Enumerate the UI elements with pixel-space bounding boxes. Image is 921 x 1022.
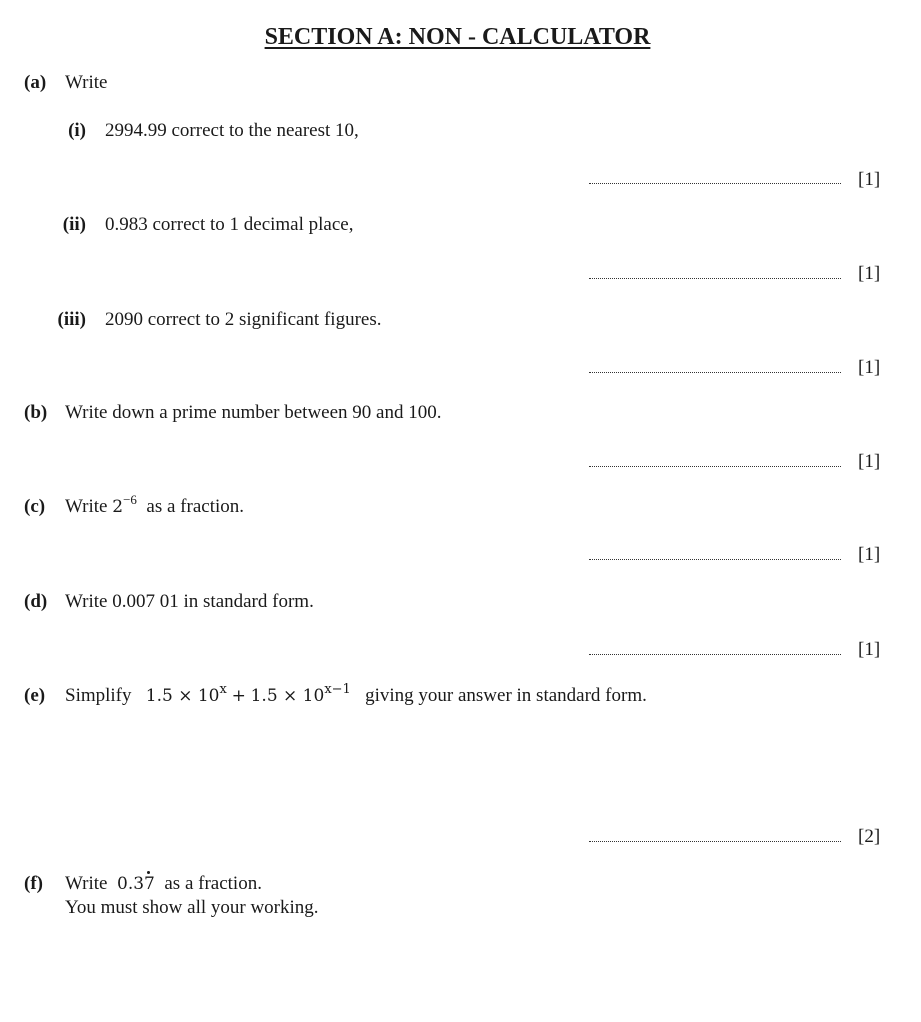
mark-a-iii: [1] [858, 357, 881, 378]
question-a-iii-label: (iii) [57, 309, 86, 330]
answer-line-a-i[interactable] [589, 182, 841, 184]
mark-b: [1] [858, 451, 881, 472]
question-a-text: Write [65, 72, 108, 93]
question-a-ii-label: (ii) [62, 214, 86, 235]
answer-line-b[interactable] [589, 465, 841, 467]
question-a-label: (a) [24, 72, 47, 93]
expression-term-1: $1.5 \times 10^x$ [145, 682, 227, 706]
question-f-text: Write 0.37 as a fraction. [65, 873, 262, 894]
answer-line-c[interactable] [589, 558, 841, 560]
question-a-i-label: (i) [68, 120, 86, 141]
question-d-text: Write 0.007 01 in standard form. [65, 591, 314, 612]
question-e-text: Simplify $1.5 \times 10^x + 1.5 \times 10^{x-1}$ giving your answer in standard form. [65, 682, 647, 706]
recurring-decimal: 0.37 [117, 874, 155, 894]
question-b-text: Write down a prime number between 90 and 100. [65, 402, 442, 423]
expression-term-2: $1.5 \times 10^{x-1}$ [250, 682, 351, 706]
answer-line-a-iii[interactable] [589, 371, 841, 373]
recurring-dot: 7 [144, 874, 155, 894]
question-d-label: (d) [24, 591, 48, 612]
answer-line-d[interactable] [589, 653, 841, 655]
question-b-label: (b) [24, 402, 48, 423]
mark-a-i: [1] [858, 169, 881, 190]
mark-e: [2] [858, 826, 881, 847]
question-a-i-text: 2994.99 correct to the nearest 10, [105, 120, 359, 141]
mark-c: [1] [858, 544, 881, 565]
question-c-text: Write $2^{-6}$ as a fraction. [65, 492, 245, 517]
question-a-iii-text: 2090 correct to 2 significant figures. [105, 309, 382, 330]
question-c-label: (c) [24, 496, 46, 517]
question-f-label: (f) [24, 873, 43, 894]
section-title: SECTION A: NON - CALCULATOR [264, 24, 651, 50]
answer-line-a-ii[interactable] [589, 277, 841, 279]
answer-line-e[interactable] [589, 840, 841, 842]
question-f-instruction: You must show all your working. [65, 897, 319, 918]
question-a-ii-text: 0.983 correct to 1 decimal place, [105, 214, 354, 235]
mark-d: [1] [858, 639, 881, 660]
mark-a-ii: [1] [858, 263, 881, 284]
power-expression: $2^{-6}$ [112, 492, 137, 517]
question-e-label: (e) [24, 685, 46, 706]
